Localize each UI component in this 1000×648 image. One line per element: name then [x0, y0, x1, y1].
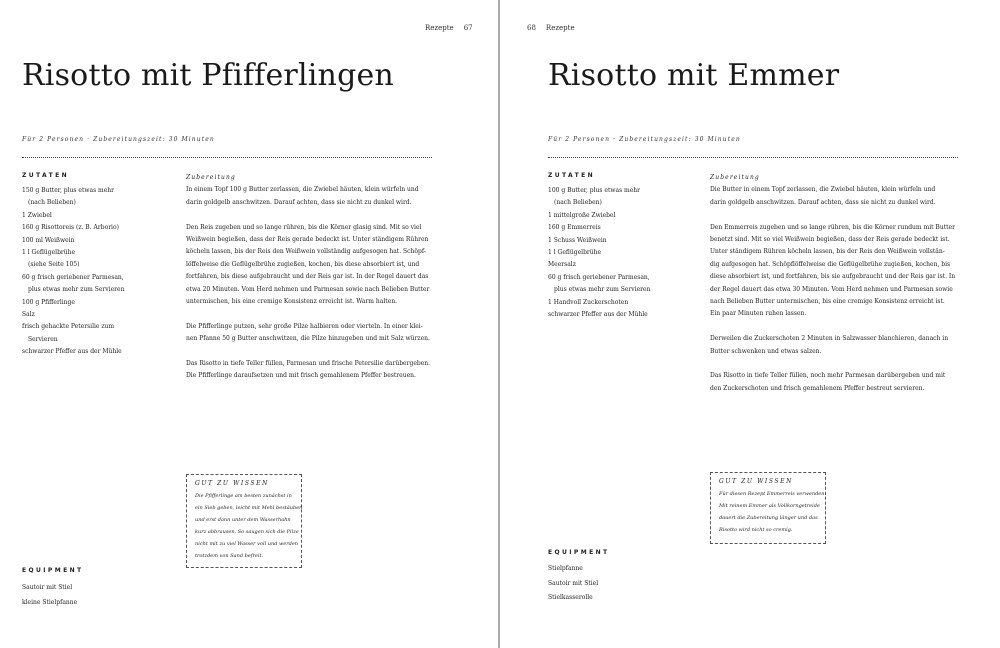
page-number: 67 — [463, 24, 473, 32]
dotted-divider — [22, 157, 432, 158]
ingredient-item: 150 g Butter, plus etwas mehr — [22, 187, 115, 194]
preparation-line: darin goldgelb anschwitzen. Darauf achten, dass sie nicht zu dunkel wird. — [710, 198, 936, 206]
tip-line: Mit reinem Emmer als Vollkorngetreide — [719, 503, 820, 509]
preparation-line: Den Emmerreis zugeben und so lange rühren, bis die Körner rundum mit Butter — [710, 223, 955, 231]
ingredient-item: 60 g frisch geriebener Parmesan, — [548, 273, 650, 281]
running-header-section: Rezepte — [425, 24, 454, 32]
tip-heading: GUT ZU WISSEN — [195, 480, 269, 487]
preparation-line: untermischen, bis eine cremige Konsistenz erreicht ist. Warm halten. — [186, 298, 397, 306]
tip-line: Risotto wird nicht so cremig. — [719, 527, 793, 533]
preparation-line: der Regel dauert das etwa 30 Minuten. Vom Herd nehmen und Parmesan sowie — [710, 285, 953, 293]
running-header-section: Rezepte — [545, 24, 575, 32]
ingredient-item: 160 g Risottoreis (z. B. Arborio) — [22, 224, 119, 232]
preparation-line: Die Butter in einem Topf zerlassen, die Zwiebel häuten, klein würfeln und — [710, 186, 936, 194]
tip-line: Für diesen Rezept Emmerreis verwenden. — [719, 491, 827, 497]
preparation-label: Zubereitung — [186, 174, 236, 181]
ingredient-item: 1 Schuss Weißwein — [548, 236, 607, 244]
ingredient-item: plus etwas mehr zum Servieren — [554, 286, 651, 294]
preparation-paragraph — [186, 184, 430, 209]
recipe-meta: Für 2 Personen · Zubereitungszeit: 30 Minuten — [22, 136, 215, 143]
preparation-section — [186, 172, 430, 395]
ingredient-item: 1 l Geflügelbrühe — [548, 249, 602, 257]
ingredient-item: (siehe Seite 105) — [28, 261, 80, 269]
tip-line: nicht mit zu viel Wasser voll und werden — [195, 541, 299, 547]
ingredient-item: 1 Zwiebel — [22, 211, 52, 219]
equipment-list — [22, 581, 77, 610]
tip-line: und erst dann unter dem Wasserhahn — [195, 517, 291, 523]
preparation-paragraph — [186, 358, 430, 383]
ingredients-heading: ZUTATEN — [22, 172, 70, 179]
preparation-paragraph — [186, 222, 430, 309]
ingredient-item: Meersalz — [548, 261, 576, 269]
ingredient-item: schwarzer Pfeffer aus der Mühle — [548, 311, 648, 319]
preparation-line: löffelweise die Geflügelbrühe zugießen, kochen, bis diese absorbiert ist, und — [186, 260, 420, 268]
preparation-line: Das Risotto in tiefe Teller füllen, noch mehr Parmesan darübergeben und mit — [710, 372, 946, 380]
preparation-line: Ein paar Minuten ruhen lassen. — [710, 310, 807, 318]
tip-box — [710, 472, 826, 544]
preparation-line: nach Belieben Butter untermischen, bis eine cremige Konsistenz erreicht ist. — [710, 298, 945, 306]
ingredient-item: 100 g Butter, plus etwas mehr — [548, 187, 641, 194]
preparation-line: Das Risotto in tiefe Teller füllen, Parmesan und frische Petersilie darübergeben. — [186, 360, 431, 368]
equipment-item: Stielkasserolle — [548, 594, 593, 601]
ingredient-item: 60 g frisch geriebener Parmesan, — [22, 273, 124, 281]
equipment-list — [548, 562, 598, 606]
preparation-label: Zubereitung — [710, 174, 760, 181]
ingredient-item: 1 mittelgroße Zwiebel — [548, 211, 616, 219]
preparation-paragraph — [710, 370, 955, 395]
preparation-line: Weißwein begießen, dass der Reis gerade bedeckt ist. Unter ständigem Rühren — [186, 236, 429, 244]
ingredient-item: 160 g Emmerreis — [548, 224, 601, 232]
preparation-line: Die Pfifferlinge putzen, sehr große Pilze halbieren oder vierteln. In einer klei- — [186, 322, 423, 330]
ingredient-item: (nach Belieben) — [28, 199, 76, 207]
ingredient-item: 100 ml Weißwein — [22, 236, 75, 244]
tip-line: trotzdem von Sand befreit. — [195, 553, 264, 559]
ingredient-item: plus etwas mehr zum Servieren — [28, 286, 125, 294]
equipment-item: Stielpfanne — [548, 565, 583, 572]
tip-line: kurz abbrausen. So saugen sich die Pilze — [195, 529, 299, 535]
preparation-section — [710, 172, 955, 408]
ingredient-item: 1 Handvoll Zuckerschoten — [548, 298, 629, 306]
tip-line: Die Pfifferlinge am besten zunächst in — [195, 493, 292, 499]
page-number: 68 — [527, 24, 536, 32]
recipe-meta: Für 2 Personen · Zubereitungszeit: 30 Minuten — [548, 136, 741, 143]
recipe-title: Risotto mit Emmer — [548, 58, 840, 93]
ingredient-item: 100 g Pfifferlinge — [22, 298, 75, 306]
ingredient-item: Salz — [22, 311, 35, 319]
ingredients-list — [548, 185, 650, 321]
tip-line: ein Sieb geben, leicht mit Mehl bestäuben — [195, 505, 303, 511]
preparation-line: Den Reis zugeben und so lange rühren, bis die Körner glasig sind. Mit so viel — [186, 223, 422, 231]
preparation-line: etwa 20 Minuten. Vom Herd nehmen und Parmesan sowie nach Belieben Butter — [186, 285, 430, 293]
tip-line: dauert die Zubereitung länger und das — [719, 515, 818, 521]
preparation-paragraph — [710, 222, 955, 321]
equipment-item: Sautoir mit Stiel — [22, 584, 73, 591]
equipment-heading: EQUIPMENT — [22, 567, 84, 574]
right-page — [502, 0, 1000, 648]
preparation-line: Unter ständigem Rühren köcheln lassen, bis der Reis den Weißwein vollstän- — [710, 248, 945, 256]
preparation-paragraph — [186, 321, 430, 346]
page-gutter — [498, 0, 500, 648]
preparation-line: dig aufgesogen hat. Schöpflöffelweise die Geflügelbrühe zugießen, kochen, bis — [710, 260, 951, 268]
preparation-line: fortfahren, bis diese aufgebraucht und der Reis gar ist. In der Regel dauert das — [186, 273, 429, 281]
ingredient-item: schwarzer Pfeffer aus der Mühle — [22, 348, 122, 356]
ingredients-heading: ZUTATEN — [548, 172, 596, 179]
ingredient-item: frisch gehackte Petersilie zum — [22, 323, 115, 331]
preparation-line: Die Pfifferlinge daraufsetzen und mit frisch gemahlenem Pfeffer bestreuen. — [186, 372, 416, 380]
running-header — [425, 24, 473, 32]
preparation-line: Butter schwenken und etwas salzen. — [710, 347, 822, 355]
recipe-title: Risotto mit Pfifferlingen — [22, 58, 394, 93]
equipment-heading: EQUIPMENT — [548, 549, 610, 556]
preparation-line: darin goldgelb anschwitzen. Darauf achten, dass sie nicht zu dunkel wird. — [186, 198, 412, 206]
preparation-line: In einem Topf 100 g Butter zerlassen, die Zwiebel häuten, klein würfeln und — [186, 186, 419, 194]
preparation-paragraph — [710, 184, 955, 209]
running-header — [527, 24, 575, 32]
preparation-line: den Zuckerschoten und frisch gemahlenem Pfeffer bestreut servieren. — [710, 384, 925, 392]
preparation-paragraph — [710, 333, 955, 358]
preparation-line: Derweilen die Zuckerschoten 2 Minuten in Salzwasser blanchieren, danach in — [710, 335, 949, 343]
preparation-line: nen Pfanne 50 g Butter anschwitzen, die Pilze hinzugeben und mit Salz würzen. — [186, 335, 430, 343]
preparation-line: benetzt sind. Mit so viel Weißwein begießen, dass der Reis gerade bedeckt ist. — [710, 236, 950, 244]
preparation-line: diese absorbiert ist, und fortfahren, bis sie aufgebraucht und der Reis gar ist. In — [710, 273, 956, 281]
left-page — [0, 0, 496, 648]
equipment-item: Sautoir mit Stiel — [548, 579, 599, 587]
tip-box — [186, 474, 302, 568]
ingredient-item: 1 l Geflügelbrühe — [22, 249, 76, 257]
dotted-divider — [548, 157, 958, 158]
ingredient-item: Servieren — [28, 335, 58, 343]
ingredients-list — [22, 185, 124, 359]
ingredient-item: (nach Belieben) — [554, 199, 602, 207]
equipment-item: kleine Stielpfanne — [22, 598, 78, 606]
tip-heading: GUT ZU WISSEN — [719, 478, 793, 485]
preparation-line: köcheln lassen, bis der Reis den Weißwein vollständig aufgesogen hat. Schöpf- — [186, 248, 426, 256]
